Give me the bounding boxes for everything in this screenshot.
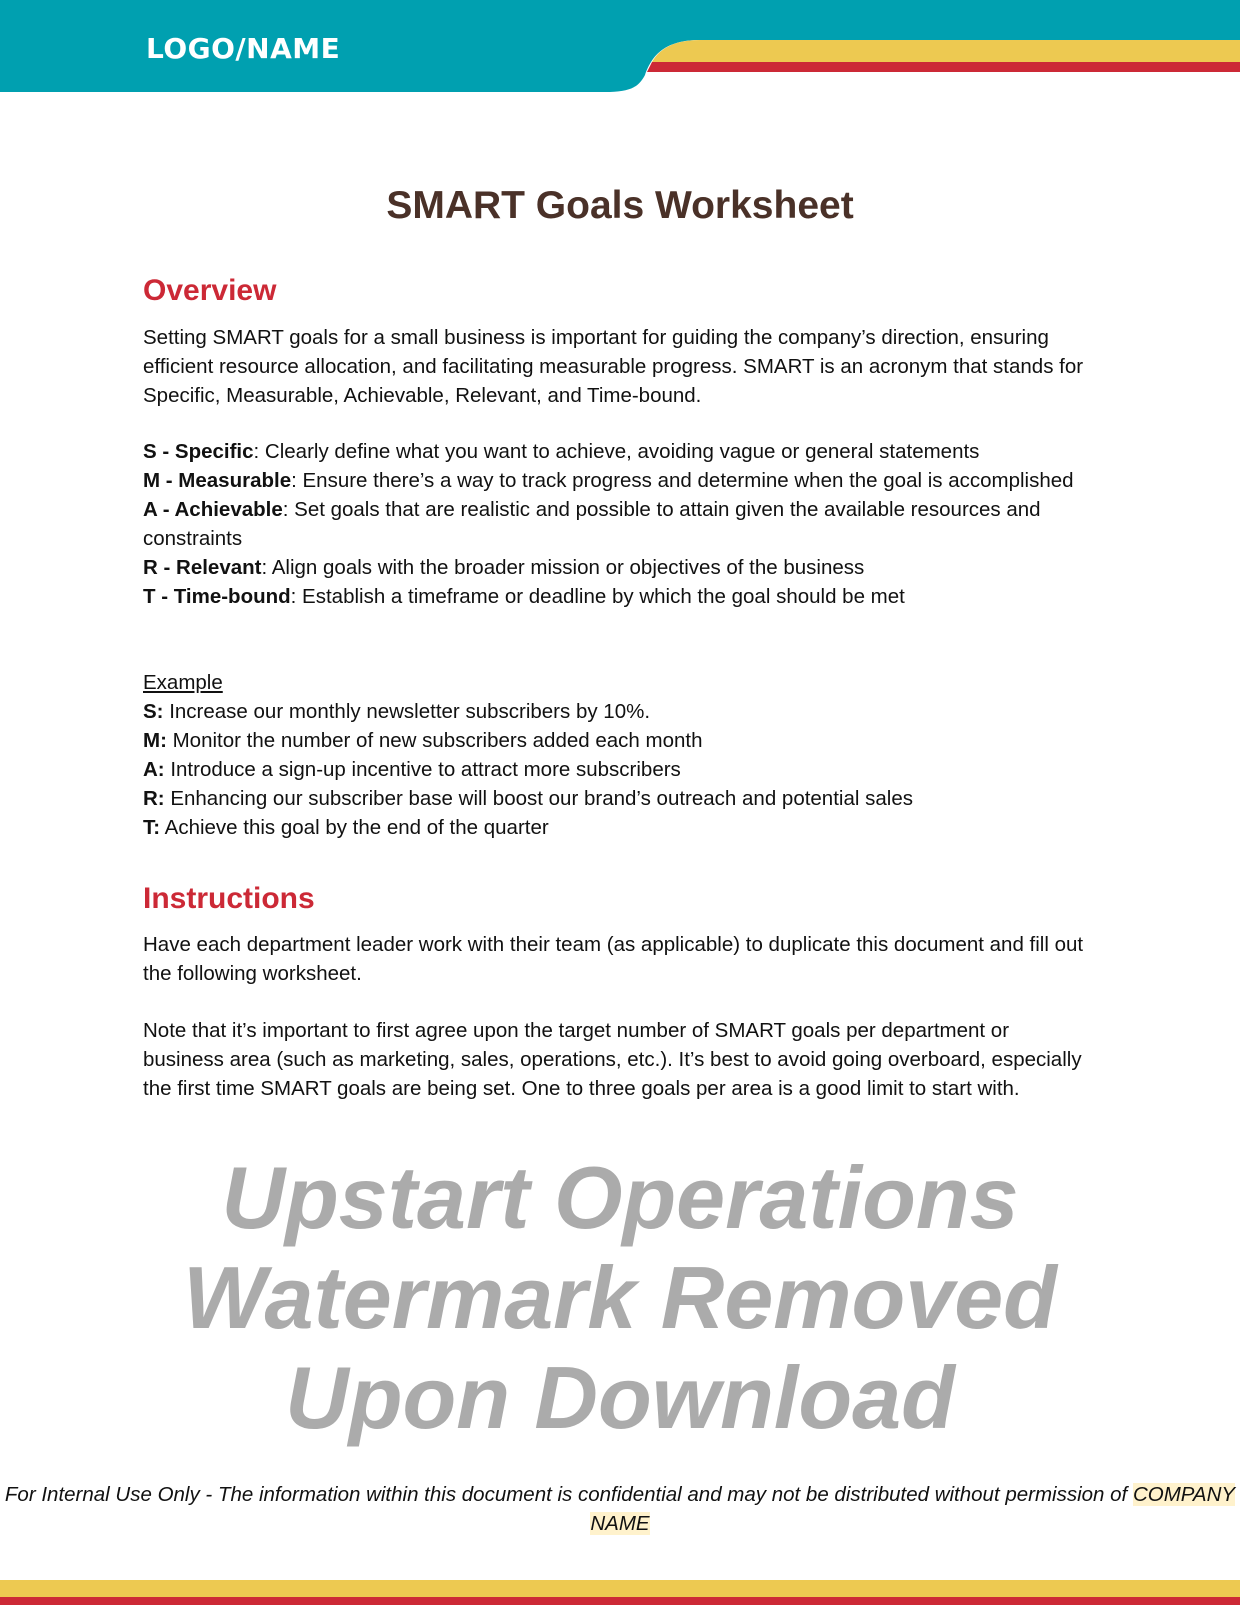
criteria-term: T - Time-bound <box>143 585 291 608</box>
criteria-text: : Align goals with the broader mission or objectives of the business <box>261 556 865 579</box>
example-list <box>143 668 1088 842</box>
criteria-item <box>143 437 1088 466</box>
example-text: Enhancing our subscriber base will boost our brand’s outreach and potential sales <box>164 787 913 810</box>
page-title: SMART Goals Worksheet <box>386 184 854 227</box>
example-text: Monitor the number of new subscribers added each month <box>166 729 703 752</box>
example-text: Increase our monthly newsletter subscribers by 10%. <box>163 700 651 723</box>
watermark-line: Watermark Removed <box>183 1248 1057 1347</box>
example-term: S: <box>143 700 164 723</box>
overview-paragraph: Setting SMART goals for a small business is important for guiding the company’s direction, ensuring efficient resource allocation, and facilitating measurable progress. SMART is an acronym that stands for Specific, Measurable, Achievable, Relevant, and Time-bound. <box>143 326 1084 407</box>
watermark-line: Upstart Operations <box>221 1148 1019 1247</box>
criteria-term: R - Relevant <box>143 556 262 579</box>
instructions-heading: Instructions <box>143 882 315 915</box>
criteria-text: : Establish a timeframe or deadline by which the goal should be met <box>290 585 905 608</box>
example-text: Achieve this goal by the end of the quarter <box>160 816 549 839</box>
overview-heading: Overview <box>143 274 277 307</box>
logo: LOGO/NAME <box>146 32 341 65</box>
criteria-item <box>143 466 1088 495</box>
footer-disclaimer <box>0 1480 1240 1538</box>
criteria-term: A - Achievable <box>143 498 283 521</box>
watermark <box>0 1148 1240 1448</box>
criteria-text: : Ensure there’s a way to track progress and determine when the goal is accomplished <box>291 469 1074 492</box>
example-item <box>143 726 1088 755</box>
example-label: Example <box>143 671 223 694</box>
example-item <box>143 813 1088 842</box>
example-term: R: <box>143 787 165 810</box>
criteria-item <box>143 582 1088 611</box>
example-item <box>143 784 1088 813</box>
example-term: A: <box>143 758 165 781</box>
instructions-note: Note that it’s important to first agree upon the target number of SMART goals per department or business area (such as marketing, sales, operations, etc.). It’s best to avoid going overboard, especially the first time SMART goals are being set. One to three goals per area is a good limit to start with. <box>143 1019 1082 1100</box>
criteria-item <box>143 495 1088 553</box>
footer-red-bar <box>0 1597 1240 1605</box>
criteria-text: : Set goals that are realistic and possible to attain given the available resources and constraints <box>143 498 1041 550</box>
watermark-line: Upon Download <box>285 1348 955 1447</box>
smart-criteria-list <box>143 437 1088 611</box>
criteria-text: : Clearly define what you want to achieve, avoiding vague or general statements <box>253 440 980 463</box>
example-text: Introduce a sign-up incentive to attract more subscribers <box>164 758 681 781</box>
instructions-paragraph: Have each department leader work with their team (as applicable) to duplicate this document and fill out the following worksheet. <box>143 933 1084 985</box>
criteria-term: M - Measurable <box>143 469 292 492</box>
example-term: T: <box>143 816 161 839</box>
example-term: M: <box>143 729 167 752</box>
company-name-placeholder: COMPANY NAME <box>590 1483 1236 1535</box>
criteria-term: S - Specific <box>143 440 254 463</box>
criteria-item <box>143 553 1088 582</box>
footer-text: For Internal Use Only - The information within this document is confidential and may not be distributed without permission of <box>4 1483 1133 1506</box>
example-item <box>143 755 1088 784</box>
example-item <box>143 697 1088 726</box>
footer-yellow-bar <box>0 1580 1240 1597</box>
